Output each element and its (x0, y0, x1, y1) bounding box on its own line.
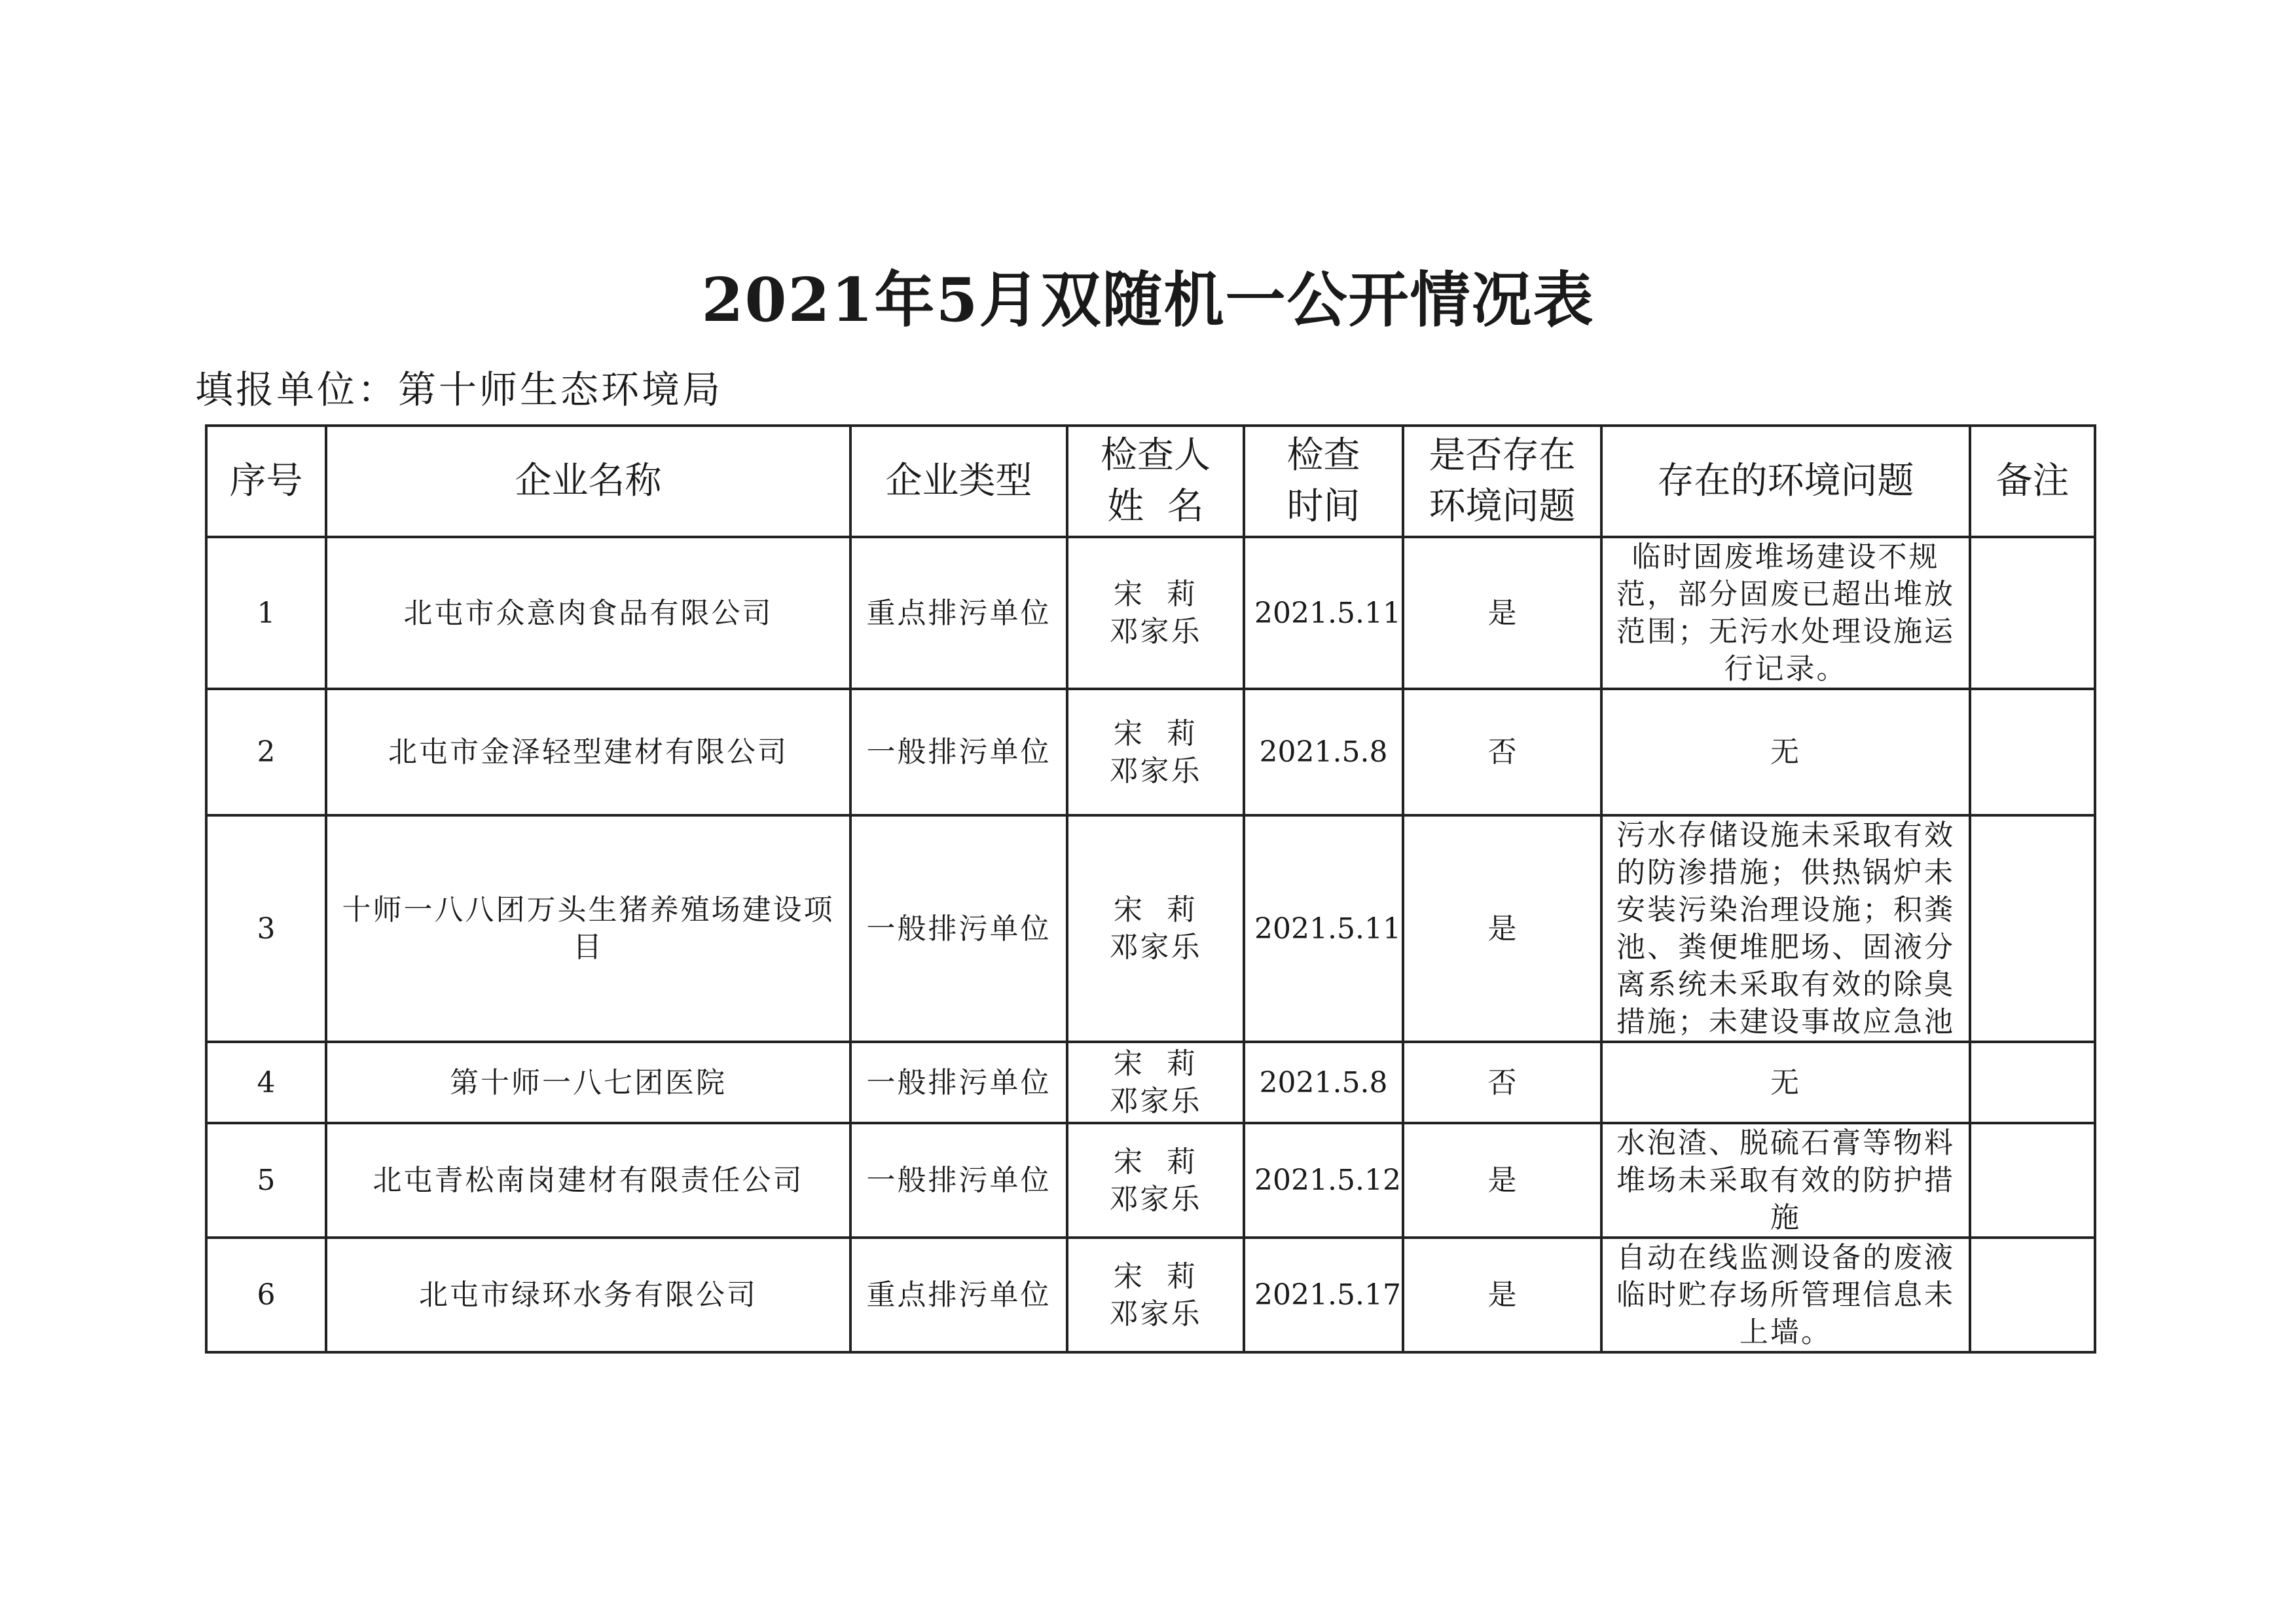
header-inspector-line1: 检查人 (1101, 434, 1211, 477)
cell-seq: 3 (206, 815, 326, 1042)
table-row (206, 1123, 2095, 1238)
table-header-row (206, 426, 2095, 537)
cell-has-issue: 是 (1403, 537, 1601, 689)
cell-inspector (1067, 1123, 1244, 1238)
cell-type: 一般排污单位 (850, 815, 1067, 1042)
inspector-line1: 宋 莉 (1114, 1145, 1197, 1179)
cell-inspector (1067, 1042, 1244, 1123)
cell-seq: 2 (206, 689, 326, 815)
cell-remarks (1970, 1238, 2095, 1352)
cell-inspector (1067, 1238, 1244, 1352)
cell-company: 北屯市金泽轻型建材有限公司 (326, 689, 850, 815)
cell-inspector (1067, 689, 1244, 815)
cell-has-issue: 否 (1403, 1042, 1601, 1123)
inspection-table (205, 424, 2096, 1354)
header-remarks: 备注 (1970, 426, 2095, 537)
cell-remarks (1970, 1123, 2095, 1238)
cell-seq: 6 (206, 1238, 326, 1352)
cell-date: 2021.5.17 (1244, 1238, 1403, 1352)
table-row (206, 1238, 2095, 1352)
inspector-line1: 宋 莉 (1114, 1047, 1197, 1080)
cell-remarks (1970, 689, 2095, 815)
cell-date: 2021.5.11 (1244, 537, 1403, 689)
inspector-line2: 邓家乐 (1109, 931, 1202, 964)
header-company: 企业名称 (326, 426, 850, 537)
header-time (1244, 426, 1403, 537)
cell-inspector (1067, 815, 1244, 1042)
cell-type: 重点排污单位 (850, 1238, 1067, 1352)
header-inspector (1067, 426, 1244, 537)
table-row (206, 537, 2095, 689)
header-issues: 存在的环境问题 (1601, 426, 1970, 537)
cell-date: 2021.5.8 (1244, 689, 1403, 815)
cell-date: 2021.5.8 (1244, 1042, 1403, 1123)
inspector-line1: 宋 莉 (1114, 893, 1197, 927)
cell-remarks (1970, 815, 2095, 1042)
cell-issues: 水泡渣、脱硫石膏等物料堆场未采取有效的防护措施 (1601, 1123, 1970, 1238)
header-time-line2: 时间 (1286, 485, 1360, 528)
cell-date: 2021.5.11 (1244, 815, 1403, 1042)
cell-issues: 自动在线监测设备的废液临时贮存场所管理信息未上墙。 (1601, 1238, 1970, 1352)
header-exists (1403, 426, 1601, 537)
inspector-line2: 邓家乐 (1109, 1182, 1202, 1216)
header-seq: 序号 (206, 426, 326, 537)
cell-type: 一般排污单位 (850, 689, 1067, 815)
cell-remarks (1970, 1042, 2095, 1123)
cell-issues: 无 (1601, 1042, 1970, 1123)
cell-seq: 1 (206, 537, 326, 689)
header-type: 企业类型 (850, 426, 1067, 537)
cell-date: 2021.5.12 (1244, 1123, 1403, 1238)
cell-seq: 5 (206, 1123, 326, 1238)
page-title: 2021年5月双随机一公开情况表 (701, 265, 1595, 335)
cell-type: 一般排污单位 (850, 1123, 1067, 1238)
header-time-line1: 检查 (1286, 434, 1360, 477)
header-inspector-line2: 姓 名 (1107, 485, 1204, 528)
cell-has-issue: 否 (1403, 689, 1601, 815)
table-row (206, 689, 2095, 815)
header-exists-line1: 是否存在 (1429, 434, 1576, 477)
cell-seq: 4 (206, 1042, 326, 1123)
header-exists-line2: 环境问题 (1429, 485, 1576, 528)
cell-remarks (1970, 537, 2095, 689)
cell-type: 重点排污单位 (850, 537, 1067, 689)
inspector-line1: 宋 莉 (1114, 1259, 1197, 1293)
reporting-unit: 填报单位：第十师生态环境局 (195, 367, 723, 412)
cell-has-issue: 是 (1403, 1238, 1601, 1352)
inspector-line1: 宋 莉 (1114, 578, 1197, 611)
cell-company: 北屯市绿环水务有限公司 (326, 1238, 850, 1352)
cell-inspector (1067, 537, 1244, 689)
cell-issues: 临时固废堆场建设不规范，部分固废已超出堆放范围；无污水处理设施运行记录。 (1601, 537, 1970, 689)
cell-company: 第十师一八七团医院 (326, 1042, 850, 1123)
cell-company: 十师一八八团万头生猪养殖场建设项目 (326, 815, 850, 1042)
cell-type: 一般排污单位 (850, 1042, 1067, 1123)
inspector-line2: 邓家乐 (1109, 615, 1202, 648)
inspector-line2: 邓家乐 (1109, 754, 1202, 788)
cell-issues: 污水存储设施未采取有效的防渗措施；供热锅炉未安装污染治理设施；积粪池、粪便堆肥场、固液分离系统未采取有效的除臭措施；未建设事故应急池 (1601, 815, 1970, 1042)
cell-issues: 无 (1601, 689, 1970, 815)
table-row (206, 815, 2095, 1042)
cell-has-issue: 是 (1403, 1123, 1601, 1238)
table-row (206, 1042, 2095, 1123)
inspector-line2: 邓家乐 (1109, 1084, 1202, 1118)
cell-has-issue: 是 (1403, 815, 1601, 1042)
cell-company: 北屯青松南岗建材有限责任公司 (326, 1123, 850, 1238)
cell-company: 北屯市众意肉食品有限公司 (326, 537, 850, 689)
inspector-line1: 宋 莉 (1114, 716, 1197, 750)
inspector-line2: 邓家乐 (1109, 1297, 1202, 1331)
